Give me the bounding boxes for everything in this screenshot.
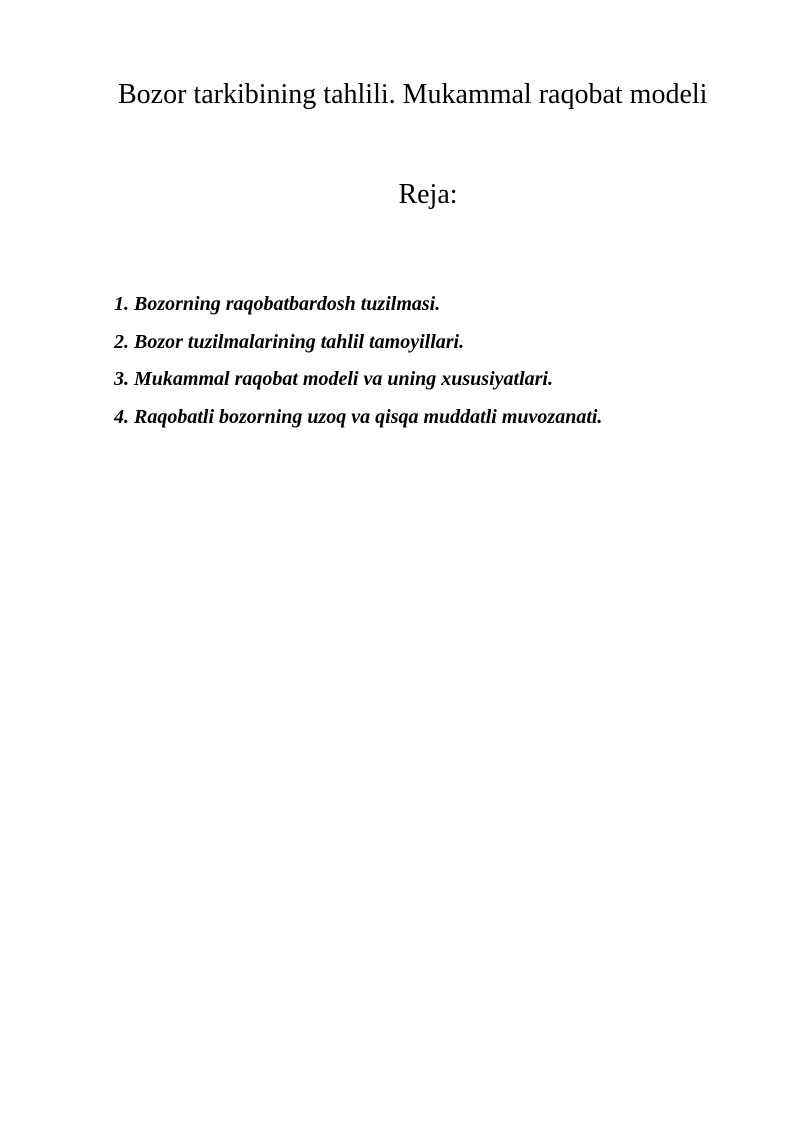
plan-item-text: Bozorning raqobatbardosh tuzilmasi. bbox=[134, 293, 441, 315]
plan-heading: Reja: bbox=[398, 179, 458, 210]
plan-item-text: Mukammal raqobat modeli va uning xususiyatlari. bbox=[134, 368, 553, 390]
plan-item-number: 3. bbox=[114, 368, 129, 390]
plan-item bbox=[114, 292, 602, 330]
plan-item bbox=[114, 330, 602, 368]
document-title: Bozor tarkibining tahlili. Mukammal raqobat modeli bbox=[118, 79, 708, 110]
plan-item bbox=[114, 405, 602, 443]
plan-item-text: Raqobatli bozorning uzoq va qisqa muddatli muvozanati. bbox=[134, 405, 603, 428]
plan-item-number: 4. bbox=[114, 405, 129, 428]
plan-item-number: 2. bbox=[114, 330, 129, 353]
plan-list bbox=[114, 292, 602, 442]
plan-item-number: 1. bbox=[114, 293, 129, 315]
plan-item-text: Bozor tuzilmalarining tahlil tamoyillari. bbox=[134, 330, 465, 353]
plan-item bbox=[114, 367, 602, 405]
